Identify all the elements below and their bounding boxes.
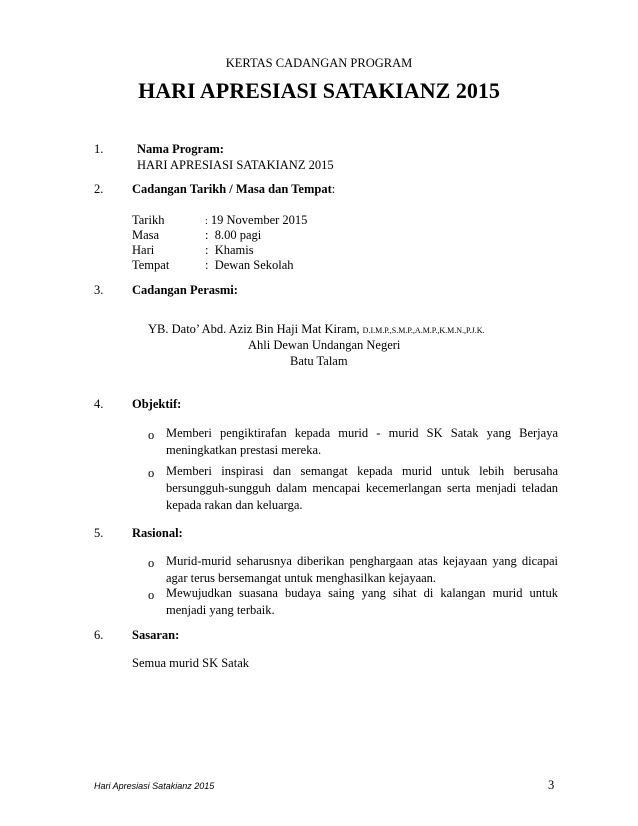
perasmi-name-line [148, 322, 485, 337]
document-subtitle: KERTAS CADANGAN PROGRAM [225, 56, 413, 70]
perasmi-honors: D.I.M.P.,S.M.P.,A.M.P.,K.M.N.,P.J.K. [362, 326, 485, 335]
section-label-objektif: Objektif: [132, 397, 182, 411]
bullet-icon: o [148, 556, 155, 570]
bullet-icon: o [148, 588, 155, 602]
section-number-3: 3. [94, 283, 104, 297]
schedule-sep: : [205, 243, 209, 257]
section-label-perasmi: Cadangan Perasmi: [132, 283, 238, 297]
section-label-rasional: Rasional: [132, 526, 183, 540]
rasional-item-1: Murid-murid seharusnya diberikan penghargaan atas kejayaan yang dicapai agar terus bersemangat untuk menghasilkan kejayaan. [166, 554, 558, 585]
schedule-value-tempat [205, 258, 294, 273]
schedule-value-tarikh [205, 213, 307, 228]
schedule-value-masa [205, 228, 261, 243]
objektif-item-2: Memberi inspirasi dan semangat kepada murid untuk lebih berusaha bersungguh-sungguh dalam mencapai kecemerlangan serta menjadi teladan kepada rakan dan keluarga. [166, 464, 558, 512]
schedule-key-tempat: Tempat [132, 258, 170, 272]
schedule-sep: : [205, 228, 209, 242]
schedule-sep: : [205, 258, 209, 272]
section-label-tarikh-masa-tempat: Cadangan Tarikh / Masa dan Tempat [132, 182, 332, 196]
bullet-icon: o [148, 466, 155, 480]
perasmi-title: Ahli Dewan Undangan Negeri [248, 338, 401, 352]
section-number-6: 6. [94, 628, 104, 642]
document-title: HARI APRESIASI SATAKIANZ 2015 [138, 78, 500, 103]
rasional-item-2: Mewujudkan suasana budaya saing yang sihat di kalangan murid untuk menjadi yang terbaik. [166, 586, 558, 617]
schedule-tarikh-text: 19 November 2015 [210, 213, 308, 227]
schedule-value-hari [205, 243, 254, 258]
objektif-item-1: Memberi pengiktirafan kepada murid - murid SK Satak yang Berjaya meningkatkan prestasi mereka. [166, 426, 558, 457]
schedule-tempat-text: Dewan Sekolah [214, 258, 294, 272]
section-number-5: 5. [94, 526, 104, 540]
bullet-icon: o [148, 428, 155, 442]
section-number-2: 2. [94, 182, 104, 196]
section-number-4: 4. [94, 397, 104, 411]
schedule-sep: : [205, 216, 208, 227]
section-number-1: 1. [94, 142, 104, 156]
section-label-sasaran: Sasaran: [132, 628, 180, 642]
section-label-nama-program: Nama Program: [137, 142, 224, 156]
schedule-key-hari: Hari [132, 243, 155, 257]
footer-title: Hari Apresiasi Satakianz 2015 [94, 781, 215, 791]
schedule-key-tarikh: Tarikh [132, 213, 165, 227]
schedule-hari-text: Khamis [214, 243, 254, 257]
sasaran-value: Semua murid SK Satak [132, 656, 250, 670]
perasmi-location: Batu Talam [290, 354, 348, 368]
section-heading-tarikh [132, 182, 335, 197]
schedule-masa-text: 8.00 pagi [214, 228, 262, 242]
page-number: 3 [548, 778, 555, 792]
section-label-suffix: : [331, 182, 336, 196]
schedule-key-masa: Masa [132, 228, 160, 242]
program-name-value: HARI APRESIASI SATAKIANZ 2015 [137, 158, 334, 172]
perasmi-name: YB. Dato’ Abd. Aziz Bin Haji Mat Kiram, [148, 322, 360, 336]
